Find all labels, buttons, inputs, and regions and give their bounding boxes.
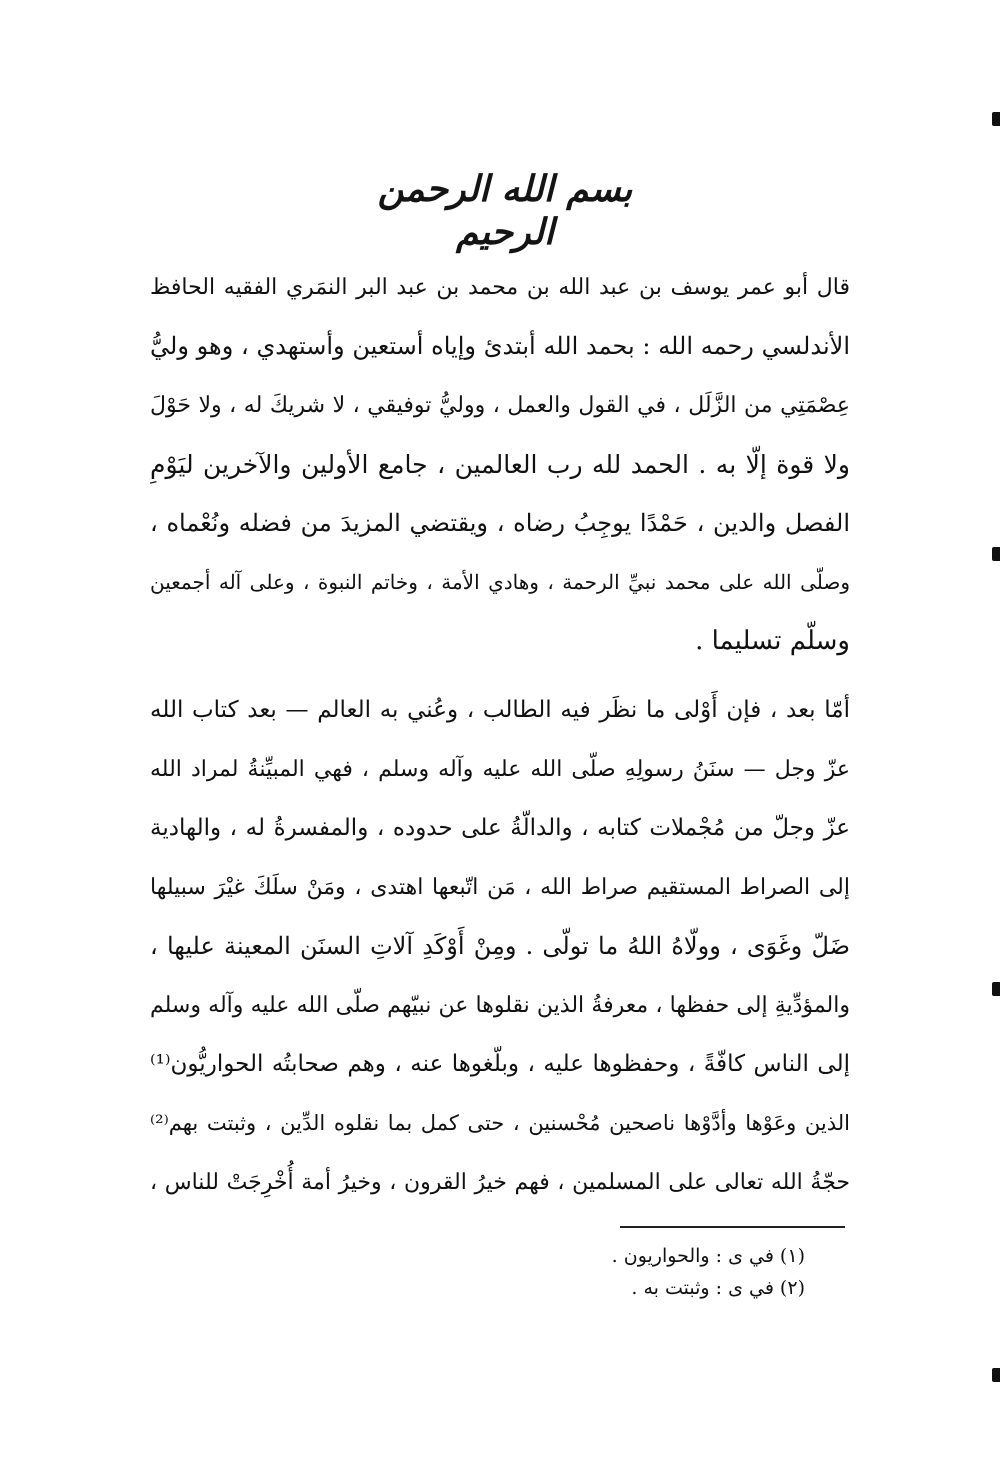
footnote-2: (٢) في ى : وثبتت به . [631, 1277, 805, 1299]
text-line: حجّةُ الله تعالى على المسلمين ، فهم خيرُ القرون ، وخيرُ أمة أُخْرِجَتْ للناس ، [150, 1170, 850, 1195]
text-line: قال أبو عمر يوسف بن عبد الله بن محمد بن عبد البر النمَري الفقيه الحافظ [150, 275, 850, 300]
text-line: والمؤدِّيةِ إلى حفظها ، معرفةُ الذين نقلوها عن نبيّهم صلّى الله عليه وآله وسلم [150, 993, 850, 1018]
text-line: ضَلّ وغَوَى ، وولّاهُ اللهُ ما تولّى . ومِنْ أَوْكَدِ آلاتِ السنَن المعينة عليها ، [150, 932, 850, 960]
text-line: وصلّى الله على محمد نبيِّ الرحمة ، وهادي الأمة ، وخاتم النبوة ، وعلى آله أجمعين [150, 570, 850, 594]
scan-edge-mark [992, 982, 1000, 996]
text-line: إلى الناس كافّةً ، وحفظوها عليه ، وبلّغوها عنه ، وهم صحابتُه الحواريُّون⁽¹⁾ [150, 1051, 850, 1077]
text-line: عِصْمَتِي من الزَّلَل ، في القول والعمل ، ووليُّ توفيقي ، لا شريكَ له ، ولا حَوْلَ [150, 393, 850, 418]
text-line: إلى الصراط المستقيم صراط الله ، مَن اتّبعها اهتدى ، ومَنْ سلَكَ غيْرَ سبيلها [150, 875, 850, 900]
scan-edge-mark [992, 1368, 1000, 1382]
text-line: الأندلسي رحمه الله : بحمد الله أبتدئ وإياه أستعين وأستهدي ، وهو وليُّ [150, 332, 850, 360]
body-text [150, 258, 850, 1212]
text-line: أمّا بعد ، فإن أَوْلى ما نظَر فيه الطالب ، وعُني به العالم — بعد كتاب الله [150, 697, 850, 723]
text-line: الذين وعَوْها وأدَّوْها ناصحين مُحْسنين ، حتى كمل بما نقلوه الدِّين ، وثبتت بهم⁽²⁾ [150, 1111, 850, 1135]
paragraph [150, 258, 850, 671]
paragraph [150, 681, 850, 1212]
text-line: ولا قوة إلّا به . الحمد لله رب العالمين ، جامع الأولين والآخرين ليَوْمِ [150, 450, 850, 479]
scan-edge-mark [992, 112, 1000, 126]
footnote-divider [620, 1226, 845, 1228]
text-line: وسلّم تسليما . [695, 626, 850, 656]
paragraph-gap [150, 671, 850, 681]
text-line: عزّ وجلّ من مُجْملات كتابه ، والدالّةُ على حدوده ، والمفسرةُ له ، والهادية [150, 815, 850, 841]
text-line: عزّ وجل — سنَنُ رسولِهِ صلّى الله عليه وآله وسلم ، فهي المبيِّنةُ لمراد الله [150, 757, 850, 782]
footnote-1: (١) في ى : والحواريون . [611, 1245, 805, 1267]
basmala-heading: بسم الله الرحمن الرحيم [377, 168, 633, 254]
scan-edge-mark [992, 547, 1000, 561]
text-line: الفصل والدين ، حَمْدًا يوجِبُ رضاه ، ويقتضي المزيدَ من فضله ونُعْماه ، [150, 509, 850, 537]
footnotes [405, 1240, 805, 1304]
